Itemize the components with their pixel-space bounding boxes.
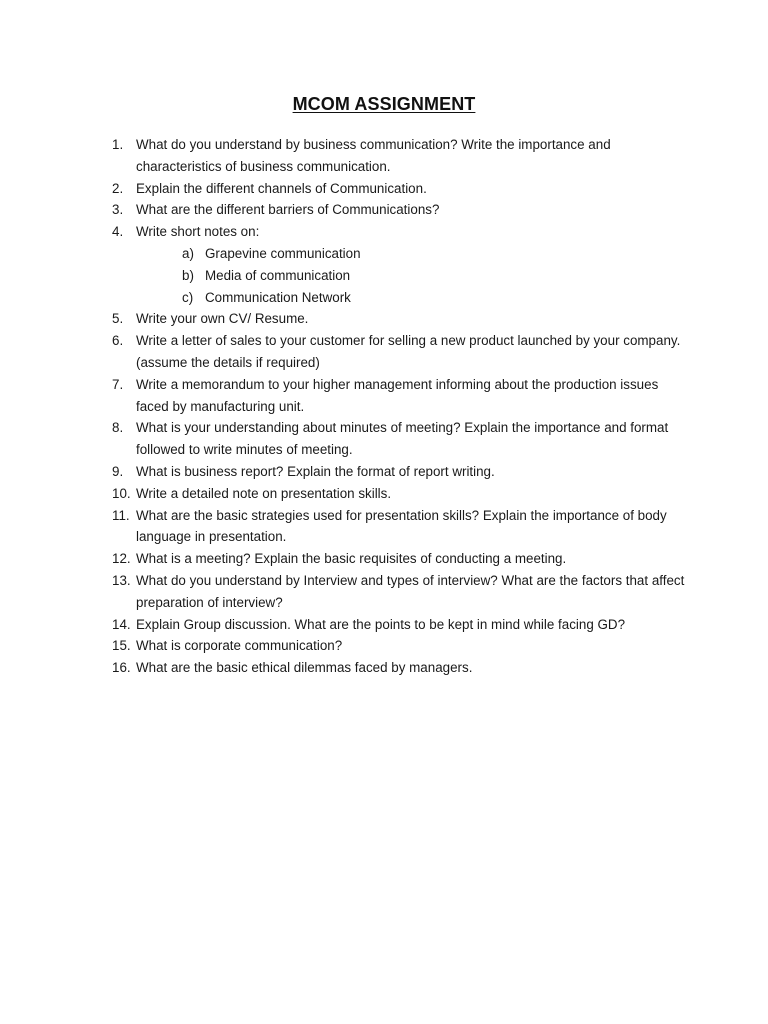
list-item bbox=[112, 570, 692, 614]
question-text: Write your own CV/ Resume. bbox=[136, 311, 309, 327]
question-text: Write a detailed note on presentation skills. bbox=[136, 485, 392, 501]
question-text: Explain the different channels of Communication. bbox=[136, 180, 427, 196]
list-item bbox=[112, 505, 692, 549]
question-number: 2. bbox=[112, 180, 124, 196]
question-number: 14. bbox=[112, 616, 131, 632]
list-item bbox=[112, 221, 692, 308]
question-text: What is your understanding about minutes of meeting? Explain the importance and format followed to write minutes of meeting. bbox=[136, 420, 669, 458]
question-number: 7. bbox=[112, 376, 124, 392]
sub-list-item bbox=[182, 243, 692, 265]
question-number: 6. bbox=[112, 333, 124, 349]
question-number: 4. bbox=[112, 224, 124, 240]
sub-list-item bbox=[182, 265, 692, 287]
list-item bbox=[112, 461, 692, 483]
question-text: What are the basic strategies used for presentation skills? Explain the importance of body language in presentation. bbox=[136, 507, 667, 545]
question-number: 3. bbox=[112, 202, 124, 218]
question-number: 8. bbox=[112, 420, 124, 436]
question-text: What is a meeting? Explain the basic requisites of conducting a meeting. bbox=[136, 551, 567, 567]
question-number: 16. bbox=[112, 660, 131, 676]
list-item bbox=[112, 308, 692, 330]
question-text: What do you understand by Interview and types of interview? What are the factors that affect preparation of interview? bbox=[136, 572, 685, 610]
list-item bbox=[112, 374, 692, 418]
question-text: Explain Group discussion. What are the points to be kept in mind while facing GD? bbox=[136, 616, 626, 632]
sub-list-item bbox=[182, 287, 692, 309]
question-number: 1. bbox=[112, 137, 124, 152]
sub-item-text: Media of communication bbox=[205, 267, 351, 283]
question-number: 13. bbox=[112, 572, 131, 588]
sub-item-letter: b) bbox=[182, 267, 194, 283]
question-number: 11. bbox=[112, 507, 130, 523]
list-item bbox=[112, 178, 692, 200]
question-text: What are the different barriers of Communications? bbox=[136, 202, 440, 218]
question-number: 9. bbox=[112, 463, 124, 479]
question-body bbox=[136, 221, 692, 308]
sub-item-letter: c) bbox=[182, 289, 194, 305]
sub-question-list bbox=[136, 243, 692, 308]
question-number: 15. bbox=[112, 638, 131, 654]
question-text: What is corporate communication? bbox=[136, 638, 343, 654]
list-item bbox=[112, 199, 692, 221]
question-number: 10. bbox=[112, 485, 131, 501]
page-title: MCOM ASSIGNMENT bbox=[292, 94, 476, 114]
question-number: 5. bbox=[112, 311, 124, 327]
question-text: Write short notes on: bbox=[136, 224, 260, 240]
sub-item-letter: a) bbox=[182, 245, 194, 261]
question-text: Write a memorandum to your higher management informing about the production issues faced by manufacturing unit. bbox=[136, 376, 659, 414]
question-number: 12. bbox=[112, 551, 131, 567]
list-item bbox=[112, 417, 692, 461]
question-text: What do you understand by business communication? Write the importance and characteristics of business communication. bbox=[136, 137, 611, 174]
question-text: Write a letter of sales to your customer for selling a new product launched by your company. (assume the details if required) bbox=[136, 333, 681, 370]
list-item bbox=[112, 483, 692, 505]
question-list bbox=[112, 134, 692, 679]
sub-item-text: Communication Network bbox=[205, 289, 351, 305]
sub-item-text: Grapevine communication bbox=[205, 245, 361, 261]
list-item bbox=[112, 330, 692, 374]
question-text: What are the basic ethical dilemmas faced by managers. bbox=[136, 660, 473, 676]
list-item bbox=[112, 548, 692, 570]
list-item bbox=[112, 614, 692, 636]
list-item bbox=[112, 134, 692, 178]
question-text: What is business report? Explain the format of report writing. bbox=[136, 463, 495, 479]
list-item bbox=[112, 657, 692, 679]
list-item bbox=[112, 635, 692, 657]
